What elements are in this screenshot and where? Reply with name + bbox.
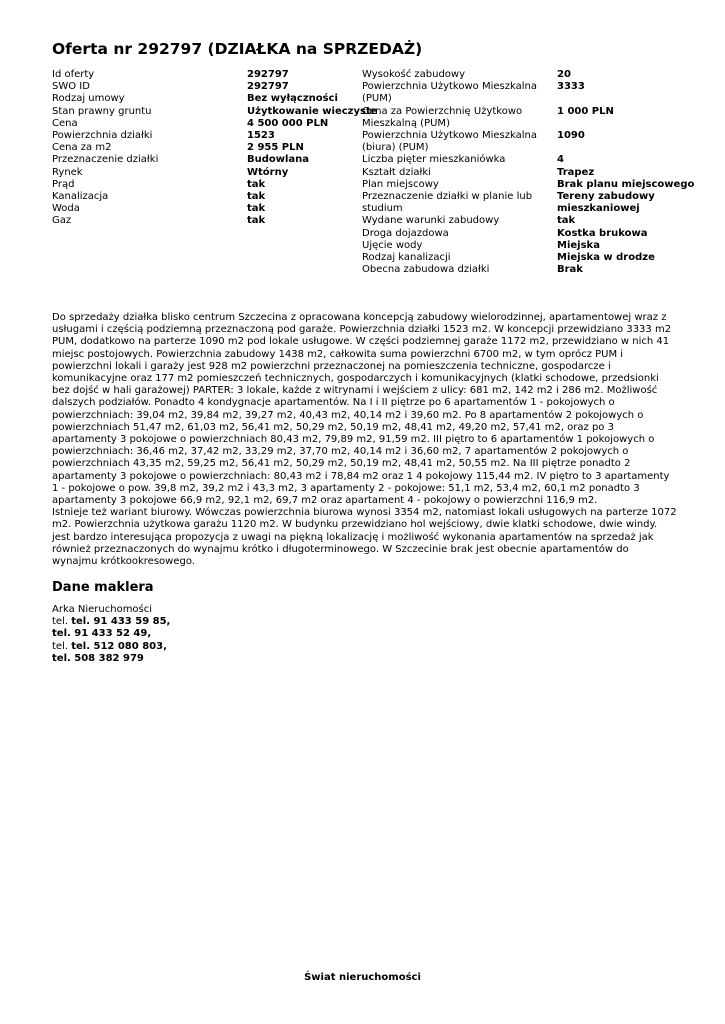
detail-value: Bez wyłączności: [247, 93, 338, 105]
detail-label: Droga dojazdowa: [362, 227, 449, 239]
tel-prefix: tel.: [52, 640, 69, 652]
detail-value: Miejska: [557, 239, 600, 251]
detail-row: [52, 142, 352, 154]
detail-row: [362, 215, 725, 227]
detail-label: Id oferty: [52, 69, 95, 80]
detail-row: [52, 154, 352, 166]
detail-label: Obecna zabudowa działki: [362, 264, 490, 276]
page-title: Oferta nr 292797 (DZIAŁKA na SPRZEDAŻ): [52, 40, 423, 58]
detail-row: [362, 228, 725, 240]
detail-row: [362, 264, 725, 276]
detail-value: Brak planu miejscowego: [557, 178, 695, 190]
detail-value: Tereny zabudowy mieszkaniowej: [557, 191, 655, 215]
detail-label: Liczba pięter mieszkaniówka: [362, 154, 506, 166]
detail-label: Cena za Powierzchnię Użytkowo Mieszkalną (PUM): [362, 105, 523, 129]
detail-row: [52, 105, 378, 118]
detail-value: tak: [247, 215, 266, 227]
detail-label: Prąd: [52, 178, 75, 190]
detail-label: Gaz: [52, 215, 72, 227]
phone-number[interactable]: tel. 512 080 803,: [71, 640, 167, 652]
detail-value: 20: [557, 69, 571, 80]
detail-value: 4 500 000 PLN: [247, 117, 329, 129]
detail-value: tak: [247, 203, 266, 215]
detail-row: [362, 252, 725, 264]
detail-value: Wtórny: [247, 166, 289, 178]
detail-value: 1523: [247, 130, 275, 142]
agent-phone-line: [52, 641, 170, 653]
detail-label: Cena za m2: [52, 142, 112, 154]
detail-row: [362, 179, 725, 191]
detail-value: Kostka brukowa: [557, 227, 648, 239]
detail-row: [52, 81, 352, 93]
details-right-column: [362, 69, 725, 276]
detail-label: Wydane warunki zabudowy: [362, 215, 500, 227]
detail-value: 4: [557, 154, 564, 166]
description-paragraph: Do sprzedaży działka blisko centrum Szczecina z opracowana koncepcją zabudowy wielorodzinnej, apartamentowej wraz z usługami i częścią podziemną przeznaczoną pod garaże. Powierzchnia działki 1523 m2. W koncepcji przewidziano 3333 m2 PUM, dodatkowo na parterze 1090 m2 pod lokale usługowe. W części podziemnej garaże 1172 m2, przewidziano w nich 41 miejsc postojowych. Powierzchnia zabudowy 1438 m2, całkowita suma powierzchni 6700 m2, w tym oprócz PUM i powierzchni lokali i garaży jest 928 m2 powierzchni przeznaczonej na pomieszczenia techniczne, gospodarcze i komunikacyjne oraz 177 m2 pomieszczeń technicznych, gospodarczych i komunikacyjnych (klatki schodowe, przedsionki bez dojść w hali garażowej) PARTER: 3 lokale, każde z witrynami i wejściem z ulicy: 681 m2, 142 m2 i 286 m2. Możliwość dalszych podziałów. Ponadto 4 kondygnacje apartamentów. Na I i II piętrze po 6 apartamentów 1 - pokojowych o powierzchniach: 39,04 m2, 39,84 m2, 39,27 m2, 40,43 m2, 40,14 m2 i 39,60 m2. Po 8 apartamentów 2 pokojowych o powierzchniach 51,47 m2, 61,03 m2, 56,41 m2, 50,29 m2, 50,19 m2, 48,41 m2, 49,20 m2, 57,41 m2, oraz po 3 apartamenty 3 pokojowe o powierzchniach 80,43 m2, 79,89 m2, 91,59 m2. III piętro to 6 apartamentów 1 pokojowych o powierzchniach: 36,46 m2, 37,42 m2, 33,29 m2, 37,70 m2, 40,14 m2 i 36,60 m2, 7 apartamentów 2 pokojowych o powierzchniach 43,35 m2, 59,25 m2, 56,41 m2, 50,29 m2, 50,19 m2, 48,41 m2, 50,55 m2. Na III piętrze ponadto 2 apartamenty 3 pokojowe o powierzchniach: 80,43 m2 i 78,84 m2 oraz 1 4 pokojowy 115,44 m2. IV piętro to 3 apartamenty 1 - pokojowe o pow. 39,8 m2, 39,2 m2 i 43,3 m2, 3 apartamenty 2 - pokojowe: 51,1 m2, 53,4 m2, 60,1 m2 ponadto 3 apartamenty 3 pokojowe 66,9 m2, 92,1 m2, 69,7 m2 oraz apartament 4 - pokojowy o powierzchni 116,9 m2.: [52, 312, 672, 507]
detail-row: [52, 179, 352, 191]
detail-label: Woda: [52, 203, 80, 215]
detail-value: Użytkowanie wieczyste: [247, 105, 378, 117]
agent-heading: Dane maklera: [52, 580, 154, 595]
footer-brand: Świat nieruchomości: [304, 972, 421, 983]
detail-label: Wysokość zabudowy: [362, 69, 466, 80]
detail-row: [52, 191, 352, 203]
agent-company: Arka Nieruchomości: [52, 604, 153, 615]
detail-value: 1090: [557, 130, 585, 142]
detail-label: Cena: [52, 117, 78, 129]
detail-row: [52, 130, 352, 142]
detail-row: [52, 93, 352, 105]
tel-prefix: tel.: [52, 616, 69, 628]
detail-row: [362, 154, 725, 166]
detail-row: [362, 81, 725, 105]
detail-value: tak: [247, 191, 266, 203]
detail-label: Stan prawny gruntu: [52, 105, 152, 117]
details-left-column: [52, 69, 378, 228]
detail-label: Powierzchnia działki: [52, 130, 153, 142]
detail-value: Trapez: [557, 166, 595, 178]
detail-value: tak: [247, 178, 266, 190]
detail-label: Rynek: [52, 166, 83, 178]
detail-value: Budowlana: [247, 154, 310, 166]
detail-value: Miejska w drodze: [557, 252, 655, 264]
agent-contact: [52, 604, 170, 665]
detail-row: [362, 130, 725, 154]
detail-value: 292797: [247, 69, 289, 80]
detail-value: 292797: [247, 81, 289, 93]
detail-row: [52, 69, 352, 81]
detail-row: [52, 118, 352, 130]
detail-label: Kanalizacja: [52, 191, 109, 203]
detail-value: 3333: [557, 81, 585, 93]
detail-row: [362, 191, 725, 215]
detail-row: [52, 167, 352, 179]
phone-number[interactable]: tel. 91 433 59 85,: [71, 616, 171, 628]
phone-number[interactable]: tel. 508 382 979: [52, 652, 144, 664]
detail-label: Plan miejscowy: [362, 178, 439, 190]
detail-label: Kształt działki: [362, 166, 431, 178]
detail-row: [362, 167, 725, 179]
detail-row: [52, 215, 352, 227]
detail-row: [362, 69, 725, 81]
detail-label: Ujęcie wody: [362, 239, 423, 251]
detail-row: [52, 203, 352, 215]
offer-description: [52, 312, 677, 568]
detail-label: Przeznaczenie działki w planie lub studium: [362, 191, 533, 215]
phone-number[interactable]: tel. 91 433 52 49,: [52, 628, 152, 640]
detail-label: SWO ID: [52, 81, 90, 93]
detail-label: Powierzchnia Użytkowo Mieszkalna (PUM): [362, 81, 537, 105]
detail-row: [362, 106, 725, 130]
agent-phone-line: [52, 616, 170, 628]
detail-value: tak: [557, 215, 576, 227]
detail-value: 1 000 PLN: [557, 105, 614, 117]
description-paragraph: Istnieje też wariant biurowy. Wówczas powierzchnia biurowa wynosi 3354 m2, natomiast lokali usługowych na parterze 1072 m2. Powierzchnia użytkowa garażu 1120 m2. W budynku przewidziano hol wejściowy, dwie klatki schodowe, dwie windy. jest bardzo interesująca propozycja z uwagi na piękną lokalizację i możliwość wykonania apartamentów na sprzedaż jak również przeznaczonych do wynajmu krótko i długoterminowego. W Szczecinie brak jest obecnie apartamentów do wynajmu krótkookresowego.: [52, 507, 677, 568]
detail-label: Rodzaj kanalizacji: [362, 252, 451, 264]
detail-value: Brak: [557, 264, 583, 276]
detail-label: Powierzchnia Użytkowo Mieszkalna (biura) (PUM): [362, 130, 537, 154]
detail-value: 2 955 PLN: [247, 142, 304, 154]
detail-row: [362, 240, 725, 252]
detail-label: Przeznaczenie działki: [52, 154, 159, 166]
detail-label: Rodzaj umowy: [52, 93, 125, 105]
